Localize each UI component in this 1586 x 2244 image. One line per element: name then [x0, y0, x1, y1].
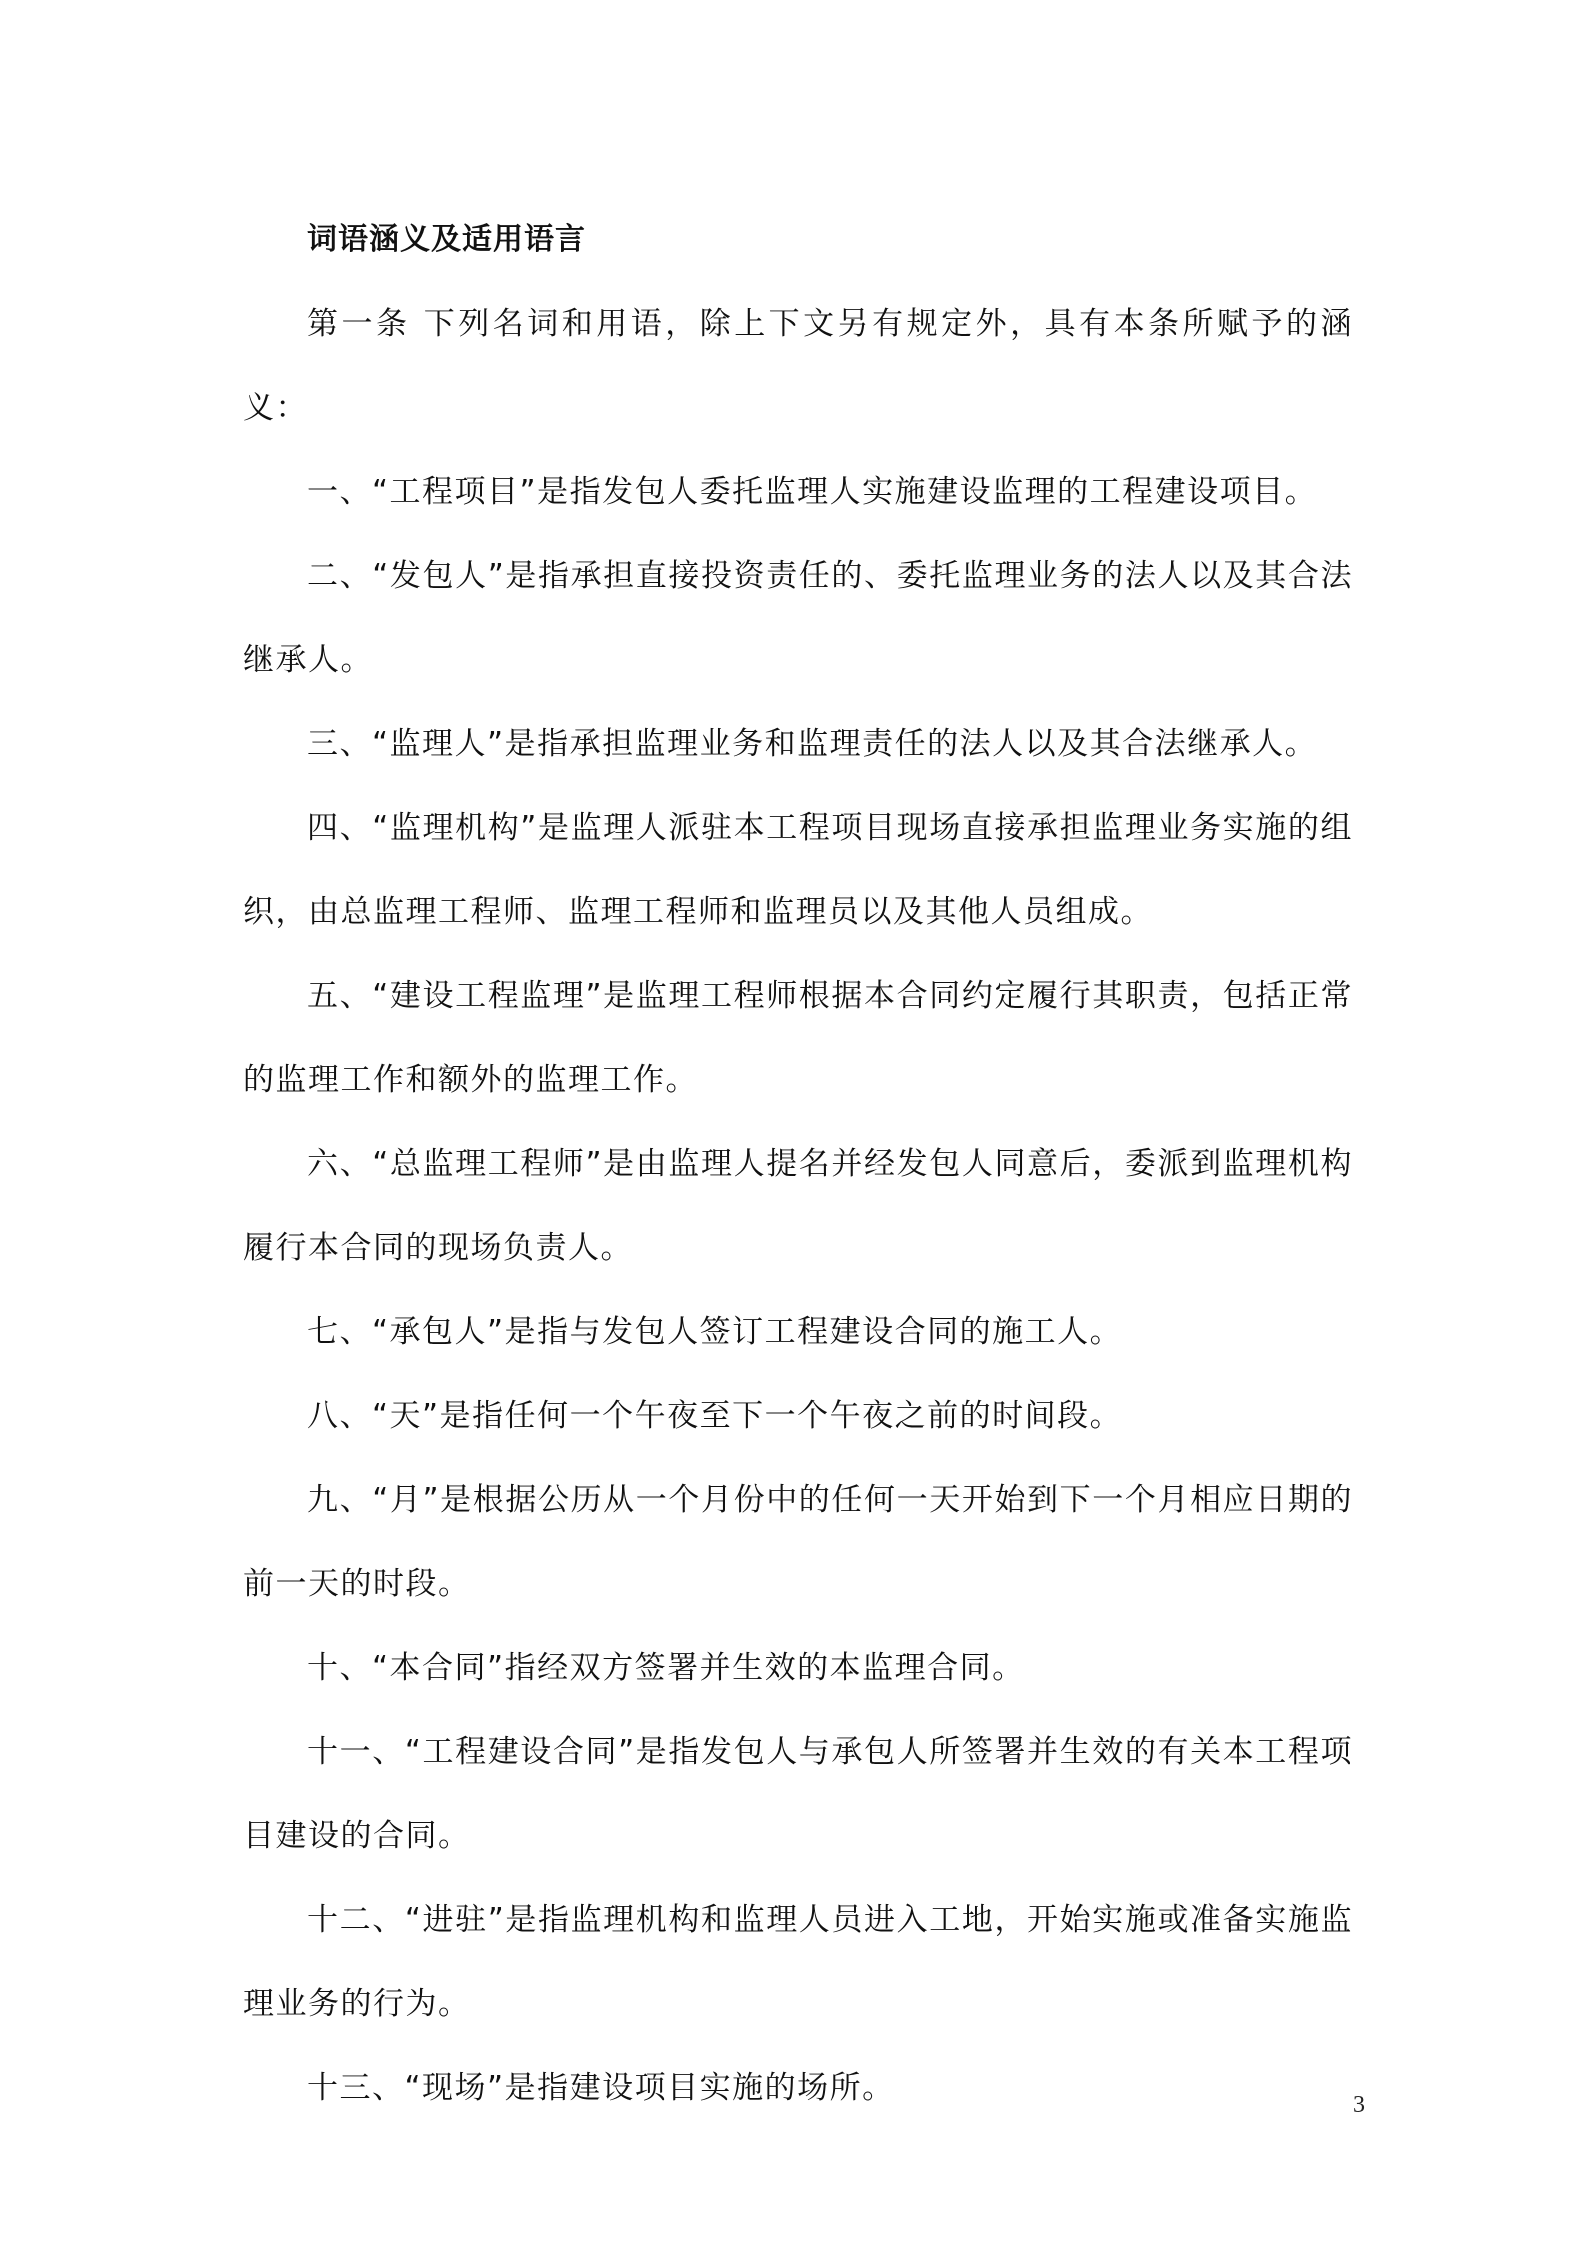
- paragraph-definition-11: 十一、“工程建设合同”是指发包人与承包人所签署并生效的有关本工程项目建设的合同。: [243, 1734, 1353, 1854]
- paragraph-definition-4: 四、“监理机构”是监理人派驻本工程项目现场直接承担监理业务实施的组织，由总监理工程师、监理工程师和监理员以及其他人员组成。: [243, 810, 1353, 930]
- paragraph-definition-6: 六、“总监理工程师”是由监理人提名并经发包人同意后，委派到监理机构履行本合同的现场负责人。: [243, 1146, 1353, 1266]
- paragraph-definition-7: 七、“承包人”是指与发包人签订工程建设合同的施工人。: [307, 1314, 1123, 1350]
- paragraph-definition-1: 一、“工程项目”是指发包人委托监理人实施建设监理的工程建设项目。: [307, 474, 1318, 510]
- section-heading: 词语涵义及适用语言: [307, 222, 586, 257]
- paragraph-definition-9: 九、“月”是根据公历从一个月份中的任何一天开始到下一个月相应日期的前一天的时段。: [243, 1482, 1353, 1602]
- paragraph-definition-10: 十、“本合同”指经双方签署并生效的本监理合同。: [307, 1650, 1025, 1686]
- page-number: 3: [1353, 2092, 1365, 2118]
- paragraph-definition-2: 二、“发包人”是指承担直接投资责任的、委托监理业务的法人以及其合法继承人。: [243, 558, 1353, 678]
- paragraph-definition-3: 三、“监理人”是指承担监理业务和监理责任的法人以及其合法继承人。: [307, 726, 1318, 762]
- paragraph-definition-13: 十三、“现场”是指建设项目实施的场所。: [307, 2070, 895, 2106]
- document-body: [243, 198, 1353, 2130]
- paragraph-definition-5: 五、“建设工程监理”是监理工程师根据本合同约定履行其职责，包括正常的监理工作和额外的监理工作。: [243, 978, 1353, 1098]
- paragraph-definition-8: 八、“天”是指任何一个午夜至下一个午夜之前的时间段。: [307, 1398, 1123, 1434]
- paragraph-article-1: 第一条 下列名词和用语，除上下文另有规定外，具有本条所赋予的涵义：: [243, 306, 1353, 426]
- paragraph-definition-12: 十二、“进驻”是指监理机构和监理人员进入工地，开始实施或准备实施监理业务的行为。: [243, 1902, 1353, 2022]
